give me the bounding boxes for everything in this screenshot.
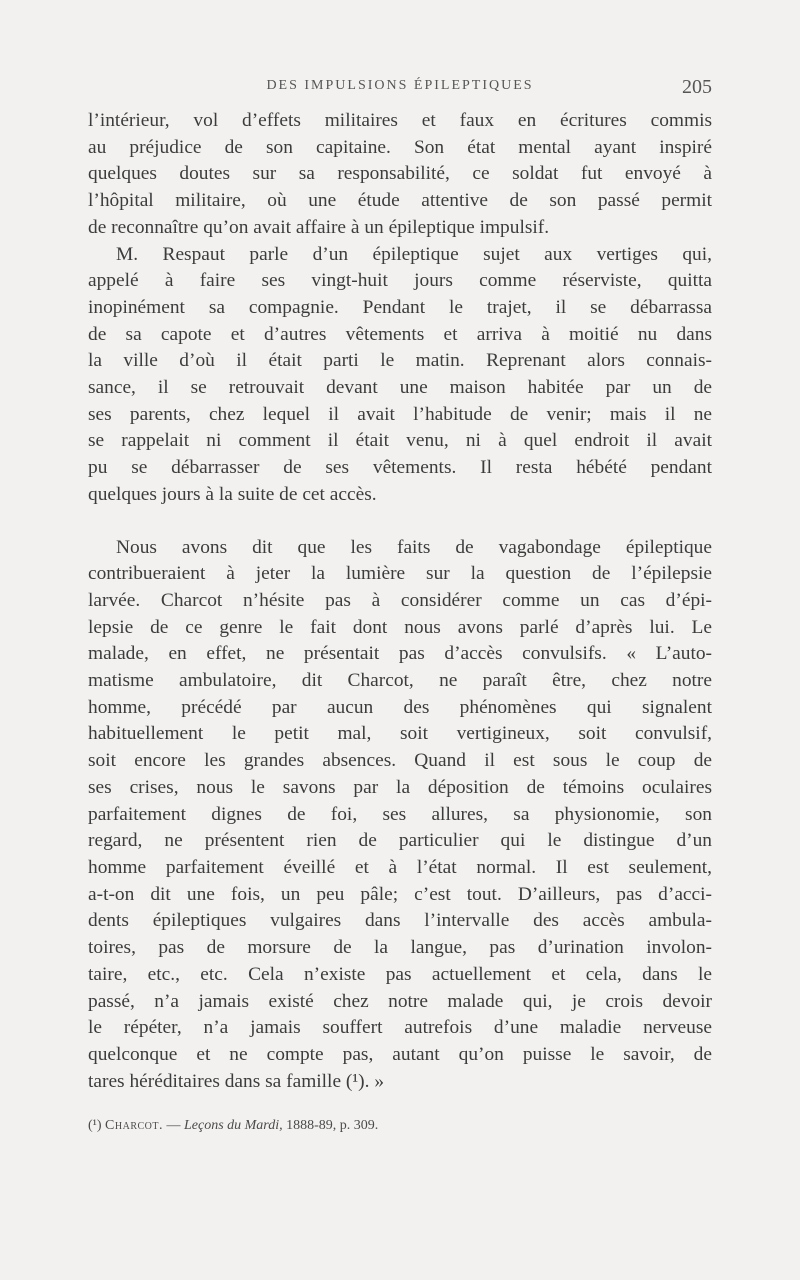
- text-line: l’hôpital militaire, où une étude attentive de son passé permit: [88, 190, 712, 212]
- text-line: le répéter, n’a jamais souffert autrefois d’une maladie nerveuse: [88, 1017, 712, 1039]
- paragraph-1: [88, 108, 712, 242]
- text-line: larvée. Charcot n’hésite pas à considérer comme un cas d’épi-: [88, 589, 712, 611]
- text-line: sance, il se retrouvait devant une maison habitée par un de: [88, 377, 712, 399]
- text-line: l’intérieur, vol d’effets militaires et faux en écritures commis: [88, 110, 712, 131]
- text-line: ses crises, nous le savons par la déposition de témoins oculaires: [88, 776, 712, 798]
- paragraph-gap: [88, 509, 712, 535]
- text-line: ses parents, chez lequel il avait l’habitude de venir; mais il ne: [88, 403, 712, 425]
- text-line: dents épileptiques vulgaires dans l’intervalle des accès ambula-: [88, 910, 712, 932]
- text-line: habituellement le petit mal, soit vertigineux, soit convulsif,: [88, 723, 712, 745]
- text-line: tares héréditaires dans sa famille (¹). »: [88, 1070, 385, 1092]
- text-line: appelé à faire ses vingt-huit jours comme réserviste, quitta: [88, 270, 712, 292]
- running-title: DES IMPULSIONS ÉPILEPTIQUES: [266, 78, 534, 93]
- text-line: regard, ne présentent rien de particulier qui le distingue d’un: [88, 830, 712, 852]
- footnote-marker: (¹): [88, 1118, 102, 1134]
- text-line: toires, pas de morsure de la langue, pas d’urination involon-: [88, 937, 712, 959]
- text-line: taire, etc., etc. Cela n’existe pas actuellement et cela, dans le: [88, 963, 712, 985]
- footnote: [88, 1117, 712, 1135]
- paragraph-2: [88, 242, 712, 509]
- text-line: quelconque et ne compte pas, autant qu’on puisse le savoir, de: [88, 1043, 712, 1065]
- page-number: 205: [682, 76, 712, 98]
- text-line: a-t-on dit une fois, un peu pâle; c’est tout. D’ailleurs, pas d’acci-: [88, 883, 712, 905]
- text-line: homme parfaitement éveillé et à l’état normal. Il est seulement,: [88, 856, 712, 878]
- text-line: pu se débarrasser de ses vêtements. Il resta hébété pendant: [88, 457, 712, 479]
- text-line: M. Respaut parle d’un épileptique sujet aux vertiges qui,: [116, 243, 712, 265]
- text-line: malade, en effet, ne présentait pas d’accès convulsifs. « L’auto-: [88, 643, 712, 665]
- text-line: lepsie de ce genre le fait dont nous avons parlé d’après lui. Le: [88, 616, 712, 638]
- text-line: parfaitement dignes de foi, ses allures, sa physionomie, son: [88, 803, 712, 825]
- text-line: passé, n’a jamais existé chez notre malade qui, je crois devoir: [88, 990, 712, 1012]
- text-line: de reconnaître qu’on avait affaire à un épileptique impulsif.: [88, 216, 550, 238]
- footnote-details: 1888-89, p. 309.: [286, 1118, 379, 1134]
- text-line: matisme ambulatoire, dit Charcot, ne paraît être, chez notre: [88, 670, 712, 692]
- footnote-work: Leçons du Mardi,: [183, 1118, 283, 1134]
- text-line: homme, précédé par aucun des phénomènes qui signalent: [88, 696, 712, 718]
- paragraph-3: [88, 535, 712, 1096]
- text-line: au préjudice de son capitaine. Son état mental ayant inspiré: [88, 136, 712, 158]
- text-line: soit encore les grandes absences. Quand il est sous le coup de: [88, 750, 712, 772]
- text-line: contribueraient à jeter la lumière sur la question de l’épilepsie: [88, 563, 712, 585]
- text-line: la ville d’où il était parti le matin. Reprenant alors connais-: [88, 350, 712, 372]
- text-line: quelques doutes sur sa responsabilité, ce soldat fut envoyé à: [88, 163, 712, 185]
- footnote-dash: —: [166, 1118, 181, 1134]
- footnote-author: Charcot.: [105, 1118, 163, 1134]
- text-line: de sa capote et d’autres vêtements et arriva à moitié nu dans: [88, 323, 712, 345]
- book-page: [88, 78, 712, 1135]
- running-head: [88, 78, 712, 108]
- text-line: inopinément sa compagnie. Pendant le trajet, il se débarrassa: [88, 296, 712, 318]
- text-line: se rappelait ni comment il était venu, ni à quel endroit il avait: [88, 430, 712, 452]
- text-line: Nous avons dit que les faits de vagabondage épileptique: [116, 536, 712, 558]
- text-line: quelques jours à la suite de cet accès.: [88, 483, 377, 505]
